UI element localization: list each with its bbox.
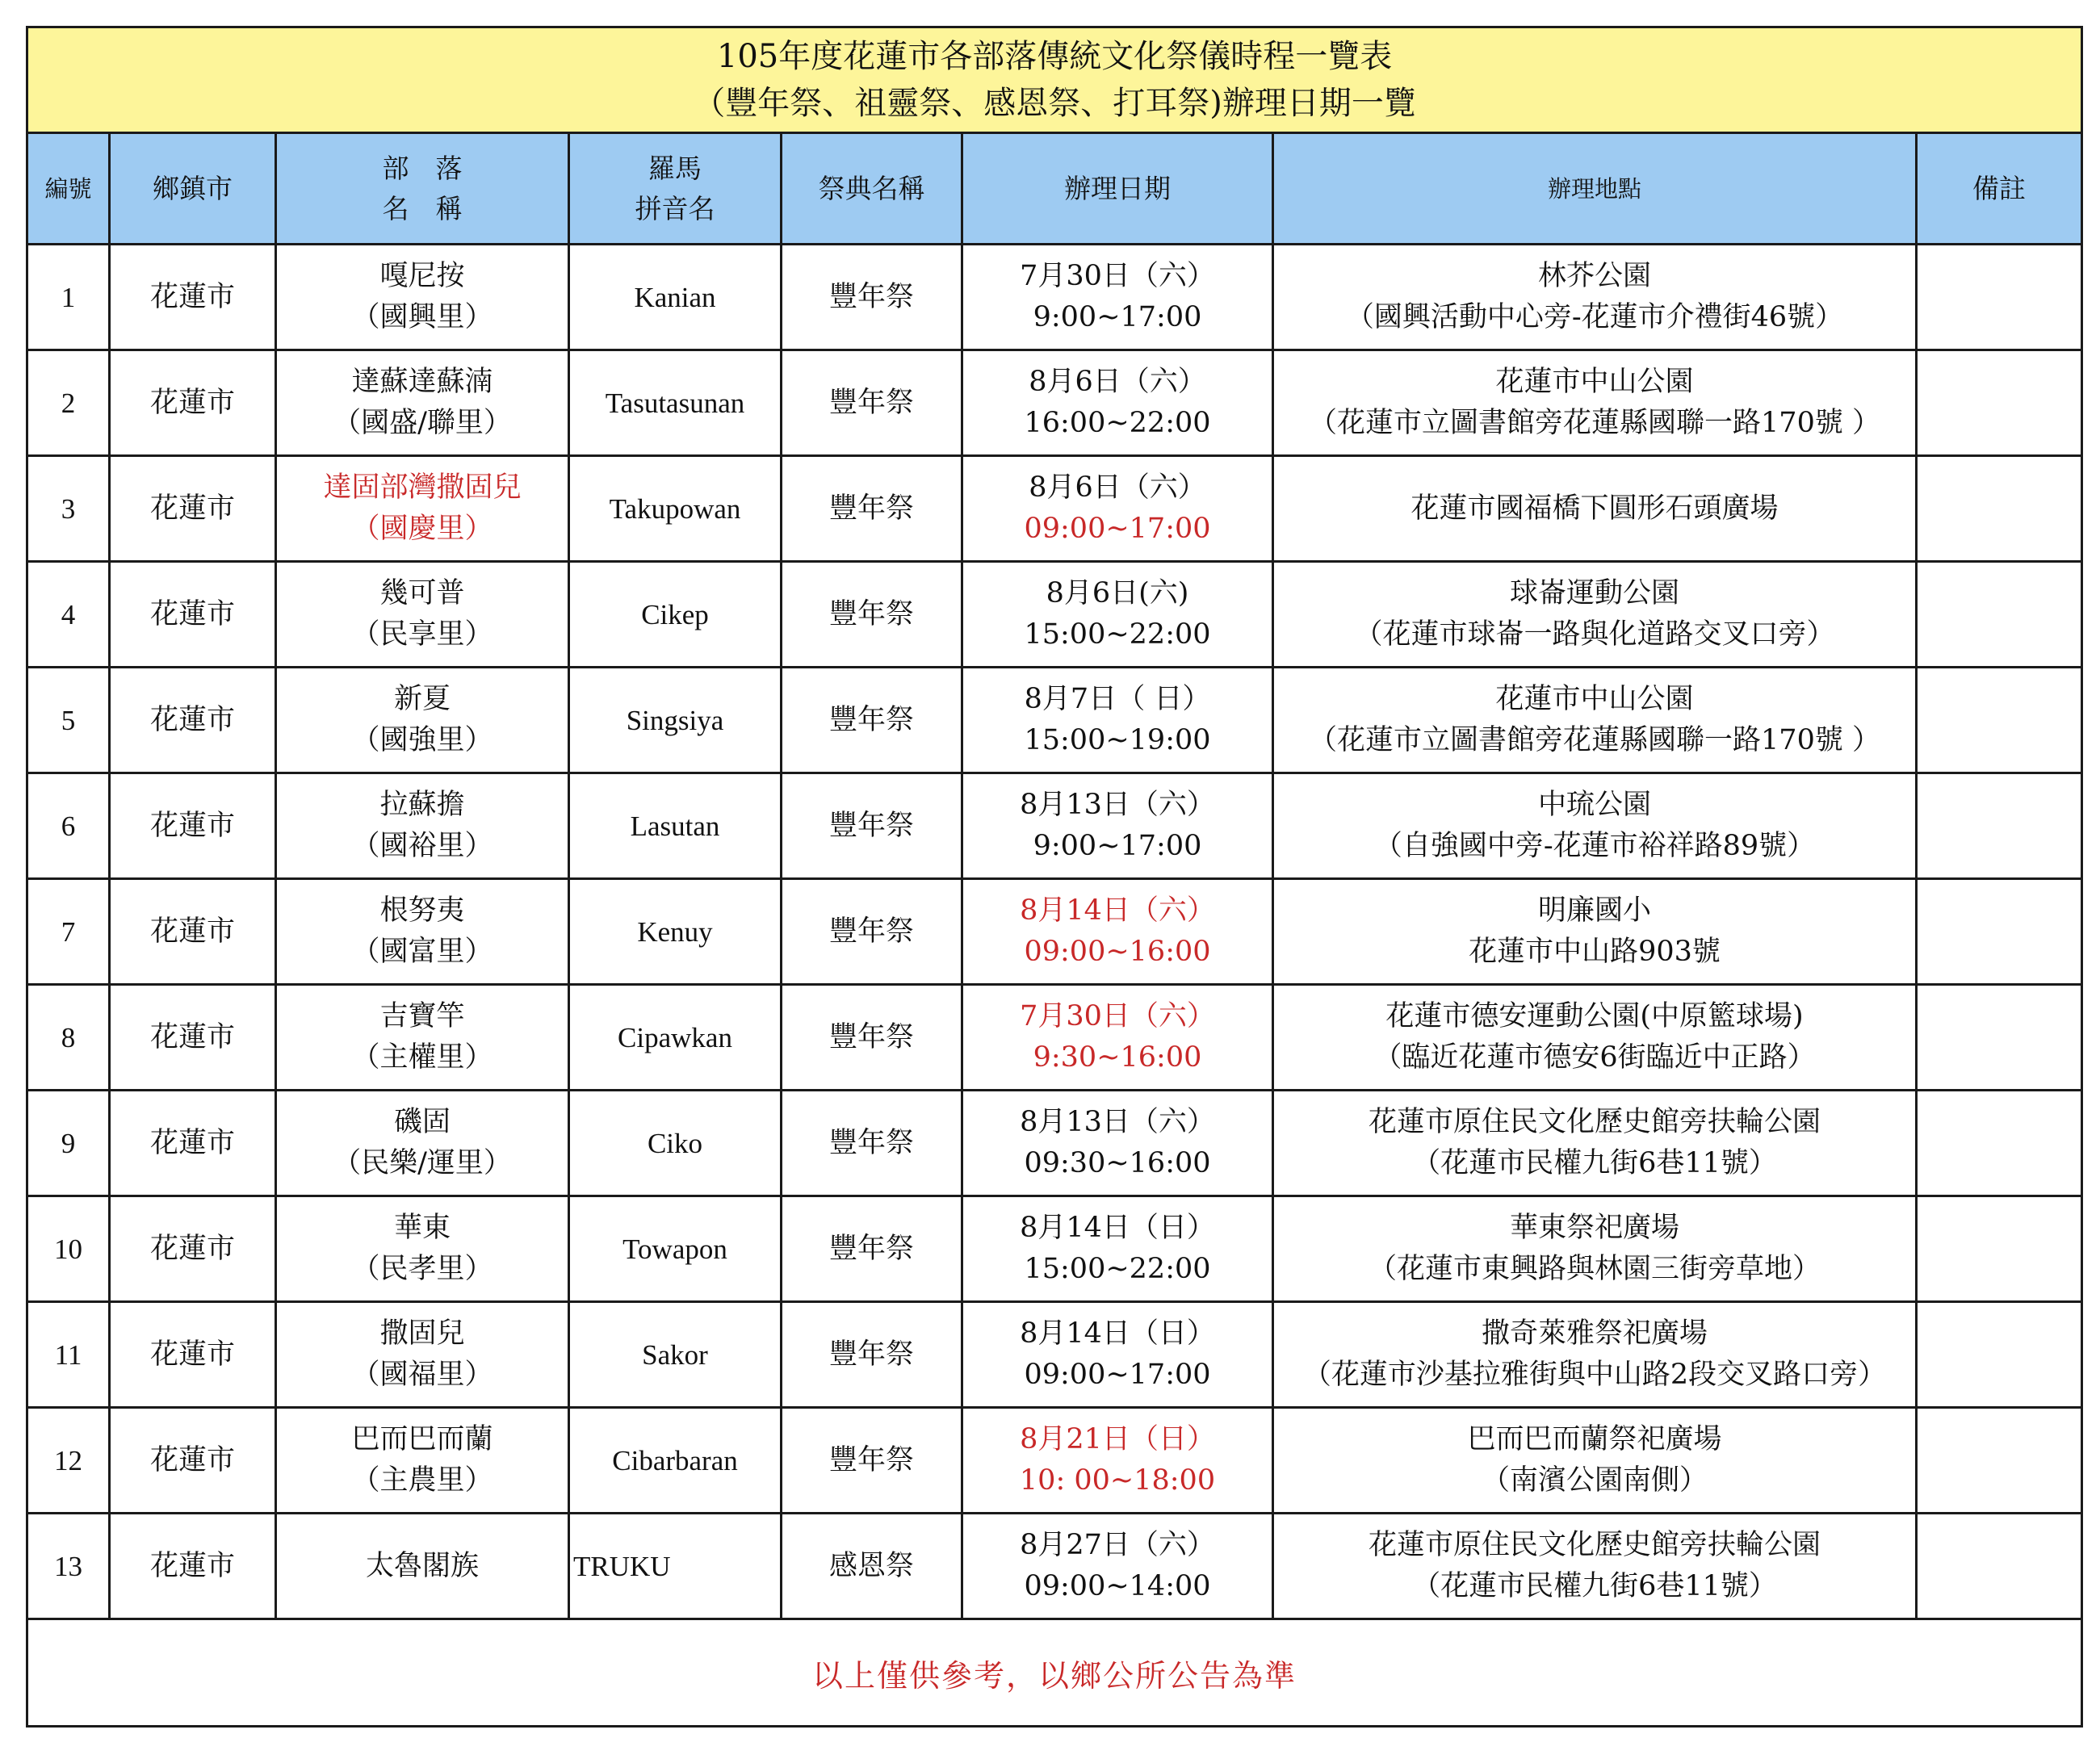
tribe-name: 根努夷: [379, 894, 465, 927]
event-time: 09:00~17:00: [1024, 513, 1211, 545]
location-detail: 花蓮市中山路903號: [1469, 936, 1721, 968]
cell-township: 花蓮市: [110, 1408, 276, 1514]
tribe-village: （民孝里）: [351, 1253, 493, 1285]
table-row: [27, 879, 2082, 985]
cell-roman: Kanian: [569, 245, 782, 350]
cell-date: [962, 1514, 1273, 1619]
event-date: 8月7日（ 日）: [1024, 683, 1211, 715]
location-detail: （花蓮市民權九街6巷11號）: [1412, 1147, 1777, 1179]
cell-no: 10: [27, 1196, 110, 1302]
cell-tribe: [276, 1091, 569, 1196]
header-roman: [569, 133, 782, 245]
header-ceremony: 祭典名稱: [782, 133, 962, 245]
cell-township: 花蓮市: [110, 773, 276, 879]
cell-roman: Cibarbaran: [569, 1408, 782, 1514]
table-row: [27, 1302, 2082, 1408]
cell-remarks: [1917, 1196, 2082, 1302]
cell-date: [962, 1091, 1273, 1196]
cell-remarks: [1917, 1514, 2082, 1619]
cell-roman: Takupowan: [569, 456, 782, 562]
cell-ceremony: 豐年祭: [782, 1408, 962, 1514]
cell-location: [1273, 1408, 1917, 1514]
table-row: [27, 245, 2082, 350]
cell-tribe: [276, 879, 569, 985]
tribe-village: （國富里）: [351, 936, 493, 968]
cell-remarks: [1917, 456, 2082, 562]
cell-tribe: [276, 1514, 569, 1619]
cell-location: [1273, 350, 1917, 456]
cell-township: 花蓮市: [110, 456, 276, 562]
header-tribe-line-1: 部 落: [382, 152, 463, 184]
tribe-name: 吉寶竿: [379, 1000, 465, 1032]
cell-tribe: [276, 1408, 569, 1514]
cell-township: 花蓮市: [110, 1302, 276, 1408]
cell-no: 11: [27, 1302, 110, 1408]
event-date: 8月6日（六）: [1029, 366, 1206, 398]
header-location: 辦理地點: [1273, 133, 1917, 245]
cell-roman: Ciko: [569, 1091, 782, 1196]
cell-remarks: [1917, 879, 2082, 985]
cell-no: 12: [27, 1408, 110, 1514]
tribe-village: （國慶里）: [351, 513, 493, 545]
event-date: 8月13日（六）: [1020, 789, 1215, 821]
location-detail: （花蓮市球崙一路與化道路交叉口旁）: [1354, 618, 1835, 651]
cell-date: [962, 773, 1273, 879]
location-name: 巴而巴而蘭祭祀廣場: [1467, 1423, 1722, 1455]
event-time: 09:00~14:00: [1024, 1570, 1211, 1602]
cell-no: 13: [27, 1514, 110, 1619]
location-name: 華東祭祀廣場: [1509, 1212, 1679, 1244]
event-time: 9:30~16:00: [1033, 1041, 1202, 1074]
cell-remarks: [1917, 350, 2082, 456]
title-line-2: （豐年祭、祖靈祭、感恩祭、打耳祭)辦理日期一覽: [693, 85, 1416, 122]
table-row: [27, 1196, 2082, 1302]
cell-ceremony: 豐年祭: [782, 879, 962, 985]
cell-ceremony: 豐年祭: [782, 456, 962, 562]
cell-ceremony: 感恩祭: [782, 1514, 962, 1619]
cell-location: [1273, 562, 1917, 668]
tribe-village: （主權里）: [351, 1041, 493, 1074]
location-detail: （國興活動中心旁-花蓮市介禮街46號）: [1345, 301, 1844, 333]
cell-township: 花蓮市: [110, 879, 276, 985]
cell-location: [1273, 879, 1917, 985]
tribe-name: 新夏: [393, 683, 451, 715]
table-row: [27, 562, 2082, 668]
cell-remarks: [1917, 985, 2082, 1091]
header-tribe-line-2: 名 稱: [382, 192, 463, 224]
cell-roman: Kenuy: [569, 879, 782, 985]
cell-date: [962, 1196, 1273, 1302]
cell-roman: Lasutan: [569, 773, 782, 879]
schedule-table: [26, 26, 2083, 1728]
header-tribe: [276, 133, 569, 245]
cell-tribe: [276, 1196, 569, 1302]
cell-location: [1273, 245, 1917, 350]
cell-location: [1273, 1514, 1917, 1619]
cell-roman: Singsiya: [569, 668, 782, 773]
tribe-village: （國裕里）: [351, 830, 493, 862]
tribe-village: （主農里）: [351, 1464, 493, 1497]
location-name: 明廉國小: [1537, 894, 1651, 927]
header-roman-line-2: 拼音名: [635, 192, 715, 224]
event-date: 7月30日（六）: [1020, 1000, 1215, 1032]
cell-township: 花蓮市: [110, 668, 276, 773]
tribe-village: （國盛/聯里）: [333, 407, 512, 439]
cell-township: 花蓮市: [110, 1514, 276, 1619]
cell-ceremony: 豐年祭: [782, 985, 962, 1091]
cell-tribe: [276, 773, 569, 879]
header-township: 鄉鎮市: [110, 133, 276, 245]
event-date: 8月14日（六）: [1020, 894, 1215, 927]
cell-date: [962, 879, 1273, 985]
cell-roman: Cipawkan: [569, 985, 782, 1091]
event-time: 15:00~22:00: [1024, 618, 1211, 651]
tribe-name: 磯固: [393, 1106, 451, 1138]
location-name: 撒奇萊雅祭祀廣場: [1481, 1317, 1708, 1350]
event-date: 8月27日（六）: [1020, 1529, 1215, 1561]
tribe-name: 撒固兒: [379, 1317, 465, 1350]
cell-no: 2: [27, 350, 110, 456]
location-detail: （花蓮市民權九街6巷11號）: [1412, 1570, 1777, 1602]
table-row: [27, 1091, 2082, 1196]
location-detail: （花蓮市立圖書館旁花蓮縣國聯一路170號 ）: [1309, 407, 1880, 439]
location-name: 中琉公園: [1537, 789, 1651, 821]
header-no: 編號: [27, 133, 110, 245]
cell-remarks: [1917, 245, 2082, 350]
cell-no: 4: [27, 562, 110, 668]
tribe-name: 幾可普: [379, 577, 465, 609]
cell-date: [962, 562, 1273, 668]
cell-tribe: [276, 985, 569, 1091]
tribe-name: 達固部灣撒固兒: [323, 471, 522, 504]
event-time: 15:00~19:00: [1024, 724, 1211, 756]
cell-roman: Cikep: [569, 562, 782, 668]
cell-roman: Sakor: [569, 1302, 782, 1408]
cell-ceremony: 豐年祭: [782, 773, 962, 879]
table-row: [27, 350, 2082, 456]
cell-no: 7: [27, 879, 110, 985]
cell-roman: Towapon: [569, 1196, 782, 1302]
cell-no: 3: [27, 456, 110, 562]
cell-ceremony: 豐年祭: [782, 1091, 962, 1196]
tribe-village: （國強里）: [351, 724, 493, 756]
cell-location: [1273, 1091, 1917, 1196]
cell-ceremony: 豐年祭: [782, 1302, 962, 1408]
location-detail: （花蓮市立圖書館旁花蓮縣國聯一路170號 ）: [1309, 724, 1880, 756]
tribe-name: 達蘇達蘇湳: [351, 366, 493, 398]
cell-township: 花蓮市: [110, 562, 276, 668]
location-detail: （花蓮市沙基拉雅街與中山路2段交叉路口旁）: [1302, 1359, 1887, 1391]
cell-township: 花蓮市: [110, 245, 276, 350]
cell-location: [1273, 456, 1917, 562]
cell-location: [1273, 1302, 1917, 1408]
table-row: [27, 985, 2082, 1091]
cell-no: 9: [27, 1091, 110, 1196]
header-date: 辦理日期: [962, 133, 1273, 245]
cell-no: 1: [27, 245, 110, 350]
cell-date: [962, 456, 1273, 562]
event-time: 16:00~22:00: [1024, 407, 1211, 439]
footer-note: 以上僅供參考，以鄉公所公告為準: [27, 1619, 2082, 1727]
header-remarks: 備註: [1917, 133, 2082, 245]
location-name: 花蓮市原住民文化歷史館旁扶輪公園: [1368, 1529, 1821, 1561]
tribe-name: 華東: [393, 1212, 451, 1244]
table-row: [27, 1514, 2082, 1619]
cell-ceremony: 豐年祭: [782, 668, 962, 773]
cell-location: [1273, 985, 1917, 1091]
tribe-name: 拉蘇擔: [379, 789, 465, 821]
cell-tribe: [276, 456, 569, 562]
location-name: 花蓮市中山公園: [1495, 366, 1694, 398]
location-detail: （臨近花蓮市德安6街臨近中正路）: [1373, 1041, 1816, 1074]
tribe-name: 太魯閣族: [365, 1549, 479, 1582]
cell-ceremony: 豐年祭: [782, 1196, 962, 1302]
tribe-village: （國福里）: [351, 1359, 493, 1391]
cell-date: [962, 1408, 1273, 1514]
location-detail: （花蓮市東興路與林園三街旁草地）: [1368, 1253, 1821, 1285]
table-row: [27, 1408, 2082, 1514]
cell-township: 花蓮市: [110, 1091, 276, 1196]
location-name: 林芥公園: [1537, 260, 1651, 292]
tribe-name: 巴而巴而蘭: [351, 1423, 493, 1455]
cell-remarks: [1917, 562, 2082, 668]
cell-date: [962, 350, 1273, 456]
location-name: 花蓮市國福橋下圓形石頭廣場: [1410, 492, 1779, 525]
header-roman-line-1: 羅馬: [648, 152, 702, 184]
table-body: [27, 245, 2082, 1619]
cell-no: 5: [27, 668, 110, 773]
cell-tribe: [276, 350, 569, 456]
cell-date: [962, 985, 1273, 1091]
event-date: 7月30日（六）: [1020, 260, 1215, 292]
event-time: 09:00~17:00: [1024, 1359, 1211, 1391]
tribe-village: （民樂/運里）: [333, 1147, 512, 1179]
header-row: [27, 133, 2082, 245]
location-name: 花蓮市中山公園: [1495, 683, 1694, 715]
cell-tribe: [276, 1302, 569, 1408]
cell-tribe: [276, 245, 569, 350]
cell-location: [1273, 1196, 1917, 1302]
event-date: 8月13日（六）: [1020, 1106, 1215, 1138]
event-time: 09:30~16:00: [1024, 1147, 1211, 1179]
cell-township: 花蓮市: [110, 1196, 276, 1302]
location-name: 球崙運動公園: [1509, 577, 1679, 609]
tribe-village: （國興里）: [351, 301, 493, 333]
event-date: 8月6日(六): [1046, 577, 1189, 609]
cell-location: [1273, 773, 1917, 879]
cell-tribe: [276, 562, 569, 668]
event-time: 15:00~22:00: [1024, 1253, 1211, 1285]
cell-remarks: [1917, 1408, 2082, 1514]
title-line-1: 105年度花蓮市各部落傳統文化祭儀時程一覽表: [716, 38, 1393, 75]
tribe-village: （民享里）: [351, 618, 493, 651]
cell-township: 花蓮市: [110, 985, 276, 1091]
event-time: 10: 00~18:00: [1019, 1464, 1216, 1497]
schedule-sheet: [26, 26, 2081, 1728]
cell-no: 6: [27, 773, 110, 879]
table-row: [27, 668, 2082, 773]
cell-remarks: [1917, 1302, 2082, 1408]
cell-ceremony: 豐年祭: [782, 562, 962, 668]
location-name: 花蓮市德安運動公園(中原籃球場): [1385, 1000, 1804, 1032]
table-title: [27, 27, 2082, 133]
location-detail: （自強國中旁-花蓮市裕祥路89號）: [1373, 830, 1816, 862]
cell-remarks: [1917, 1091, 2082, 1196]
cell-roman: Tasutasunan: [569, 350, 782, 456]
cell-date: [962, 668, 1273, 773]
event-time: 9:00~17:00: [1033, 830, 1202, 862]
cell-location: [1273, 668, 1917, 773]
location-detail: （南濱公園南側）: [1481, 1464, 1708, 1497]
table-row: [27, 773, 2082, 879]
cell-remarks: [1917, 668, 2082, 773]
event-date: 8月21日（日）: [1020, 1423, 1215, 1455]
cell-ceremony: 豐年祭: [782, 245, 962, 350]
cell-no: 8: [27, 985, 110, 1091]
table-row: [27, 456, 2082, 562]
event-time: 09:00~16:00: [1024, 936, 1211, 968]
location-name: 花蓮市原住民文化歷史館旁扶輪公園: [1368, 1106, 1821, 1138]
event-date: 8月6日（六）: [1029, 471, 1206, 504]
cell-date: [962, 245, 1273, 350]
cell-tribe: [276, 668, 569, 773]
cell-date: [962, 1302, 1273, 1408]
cell-remarks: [1917, 773, 2082, 879]
cell-ceremony: 豐年祭: [782, 350, 962, 456]
event-time: 9:00~17:00: [1033, 301, 1202, 333]
event-date: 8月14日（日）: [1020, 1212, 1215, 1244]
cell-roman: TRUKU: [569, 1514, 782, 1619]
cell-township: 花蓮市: [110, 350, 276, 456]
tribe-name: 嘎尼按: [379, 260, 465, 292]
event-date: 8月14日（日）: [1020, 1317, 1215, 1350]
